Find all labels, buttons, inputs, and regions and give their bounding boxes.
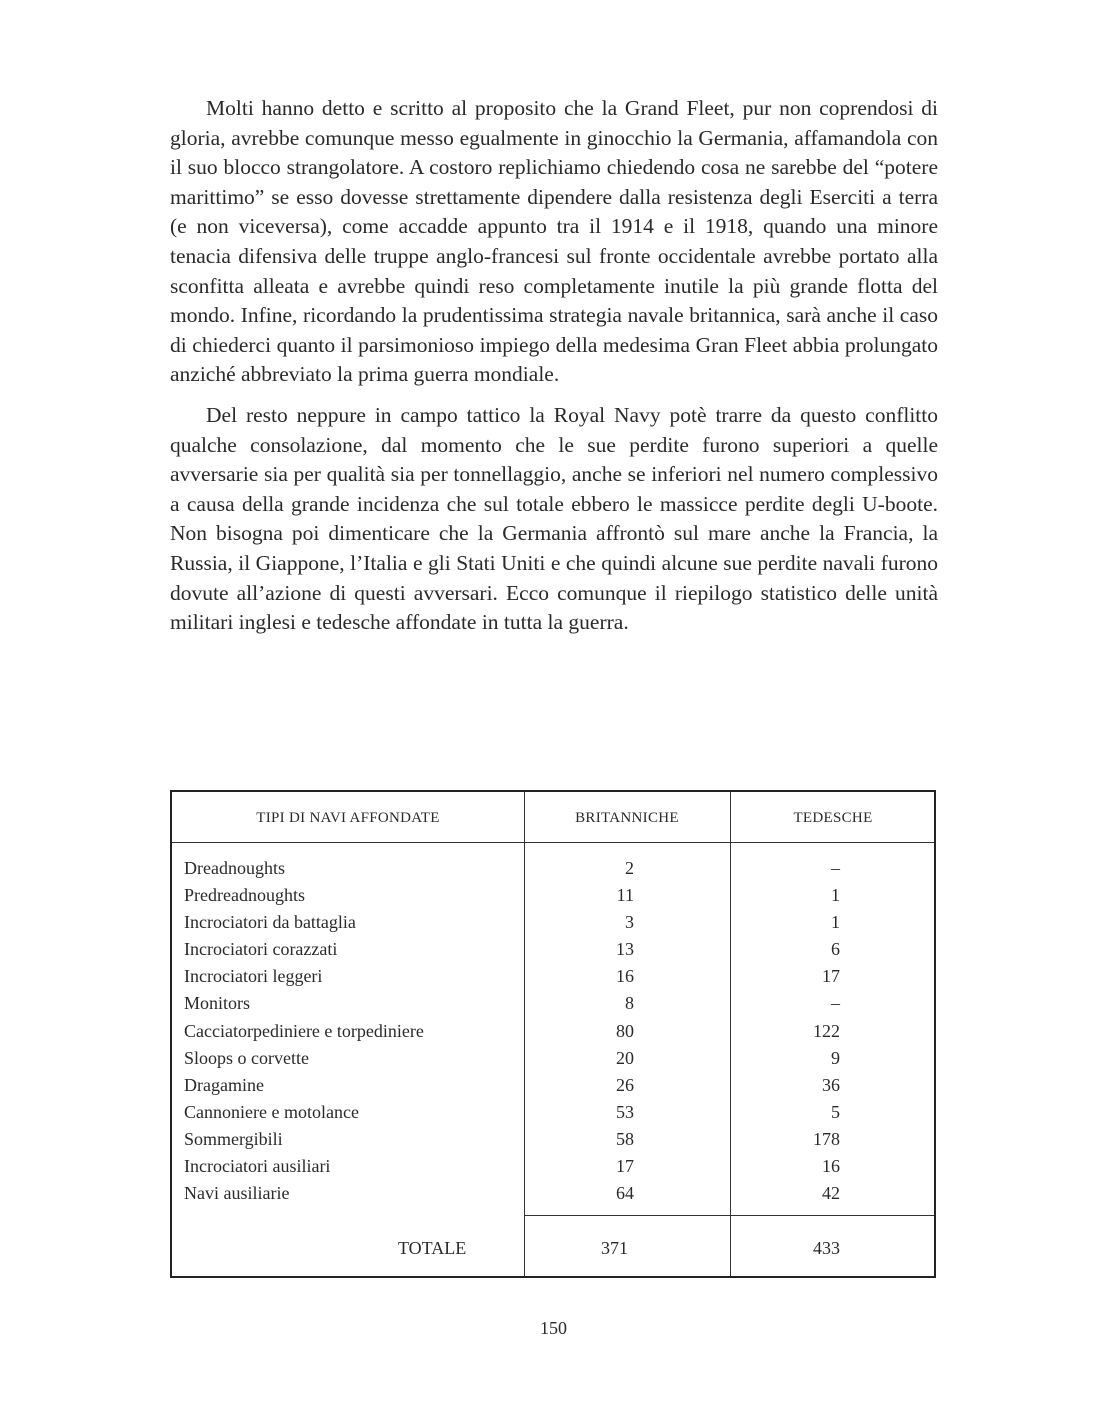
ship-type-cell: Dreadnoughts [184, 858, 285, 878]
table-body [172, 856, 936, 1208]
british-count-cell: 13 [616, 939, 634, 960]
table-row [172, 1046, 936, 1073]
german-count-cell: – [831, 858, 840, 878]
german-count-cell: 6 [831, 939, 840, 960]
ship-type-cell: Dragamine [184, 1074, 264, 1095]
british-count-cell: 64 [616, 1183, 634, 1204]
ship-type-cell: Cacciatorpediniere e torpediniere [184, 1020, 424, 1041]
header-ship-type: TIPI DI NAVI AFFONDATE [256, 810, 440, 826]
table-row [172, 991, 936, 1018]
british-count-cell: 26 [616, 1074, 634, 1095]
table-row [172, 910, 936, 937]
british-count-cell: 80 [616, 1020, 634, 1041]
german-count-cell: 16 [822, 1156, 840, 1177]
british-count-cell: 58 [616, 1128, 634, 1149]
german-count-cell: 42 [822, 1183, 840, 1204]
british-count-cell: 16 [616, 966, 634, 987]
total-divider [524, 1215, 934, 1216]
ship-type-cell: Cannoniere e motolance [184, 1101, 359, 1122]
ship-type-cell: Navi ausiliarie [184, 1183, 290, 1204]
table-row [172, 1100, 936, 1127]
german-count-cell: 17 [822, 966, 840, 987]
german-count-cell: 36 [822, 1074, 840, 1095]
header-divider [172, 842, 934, 843]
german-count-cell: 1 [831, 912, 840, 933]
british-count-cell: 20 [616, 1047, 634, 1068]
page-number: 150 [540, 1318, 567, 1338]
table-row [172, 1181, 936, 1208]
british-count-cell: 11 [616, 885, 634, 906]
british-count-cell: 53 [616, 1101, 634, 1122]
british-count-cell: 3 [625, 912, 634, 933]
total-german: 433 [813, 1238, 840, 1258]
ship-type-cell: Sommergibili [184, 1128, 283, 1149]
table-row [172, 964, 936, 991]
header-british: BRITANNICHE [575, 810, 679, 826]
ship-type-cell: Predreadnoughts [184, 885, 305, 906]
total-label: TOTALE [398, 1238, 467, 1258]
german-count-cell: – [831, 993, 840, 1014]
british-count-cell: 17 [616, 1156, 634, 1177]
table-row [172, 1154, 936, 1181]
table-row [172, 1019, 936, 1046]
paragraph: Del resto neppure in campo tattico la Royal Navy potè trarre da questo conflitto qualche consolazione, dal momento che le sue perdite furono superiori a quelle avversarie sia per qualità sia per tonnellaggio, anche se inferiori nel numero complessivo a causa della grande incidenza che sul totale ebbero le massicce perdite degli U-boote. Non bisogna poi dimenticare che la Germania affrontò sul mare anche la Francia, la Russia, il Giappone, l’Italia e gli Stati Uniti e che quindi alcune sue perdite navali furono dovute all’azione di questi avversari. Ecco comunque il riepilogo statistico delle unità militari inglesi e tedesche affondate in tutta la guerra. [170, 402, 938, 635]
ship-type-cell: Monitors [184, 993, 251, 1014]
ships-sunk-table [170, 790, 936, 1278]
ship-type-cell: Incrociatori corazzati [184, 939, 338, 960]
body-text [170, 94, 938, 638]
german-count-cell: 178 [813, 1128, 840, 1149]
table-row [172, 937, 936, 964]
ship-type-cell: Incrociatori leggeri [184, 966, 323, 987]
header-german: TEDESCHE [793, 810, 873, 826]
table-row [172, 883, 936, 910]
german-count-cell: 122 [813, 1020, 840, 1041]
paragraph: Molti hanno detto e scritto al proposito che la Grand Fleet, pur non coprendosi di gloria, avrebbe comunque messo egualmente in ginocchio la Germania, affamandola con il suo blocco strangolatore. A costoro replichiamo chiedendo cosa ne sarebbe del “potere marittimo” se esso dovesse strettamente dipendere dalla resistenza degli Eserciti a terra (e non viceversa), come accadde appunto tra il 1914 e il 1918, quando una minore tenacia difensiva delle truppe anglo-francesi sul fronte occidentale avrebbe portato alla sconfitta alleata e avrebbe quindi reso completamente inutile la più grande flotta del mondo. Infine, ricordando la prudentissima strategia navale britannica, sarà anche il caso di chiederci quanto il parsimonioso impiego della medesima Gran Fleet abbia prolungato anziché abbreviato la prima guerra mondiale. [170, 96, 938, 387]
british-count-cell: 2 [625, 858, 634, 878]
total-british: 371 [601, 1238, 628, 1258]
ship-type-cell: Sloops o corvette [184, 1047, 309, 1068]
ship-type-cell: Incrociatori da battaglia [184, 912, 356, 933]
table-row [172, 856, 936, 883]
table-row [172, 1073, 936, 1100]
british-count-cell: 8 [625, 993, 634, 1014]
german-count-cell: 5 [831, 1101, 840, 1122]
ship-type-cell: Incrociatori ausiliari [184, 1156, 331, 1177]
german-count-cell: 9 [831, 1047, 840, 1068]
german-count-cell: 1 [831, 885, 840, 906]
table-row [172, 1127, 936, 1154]
